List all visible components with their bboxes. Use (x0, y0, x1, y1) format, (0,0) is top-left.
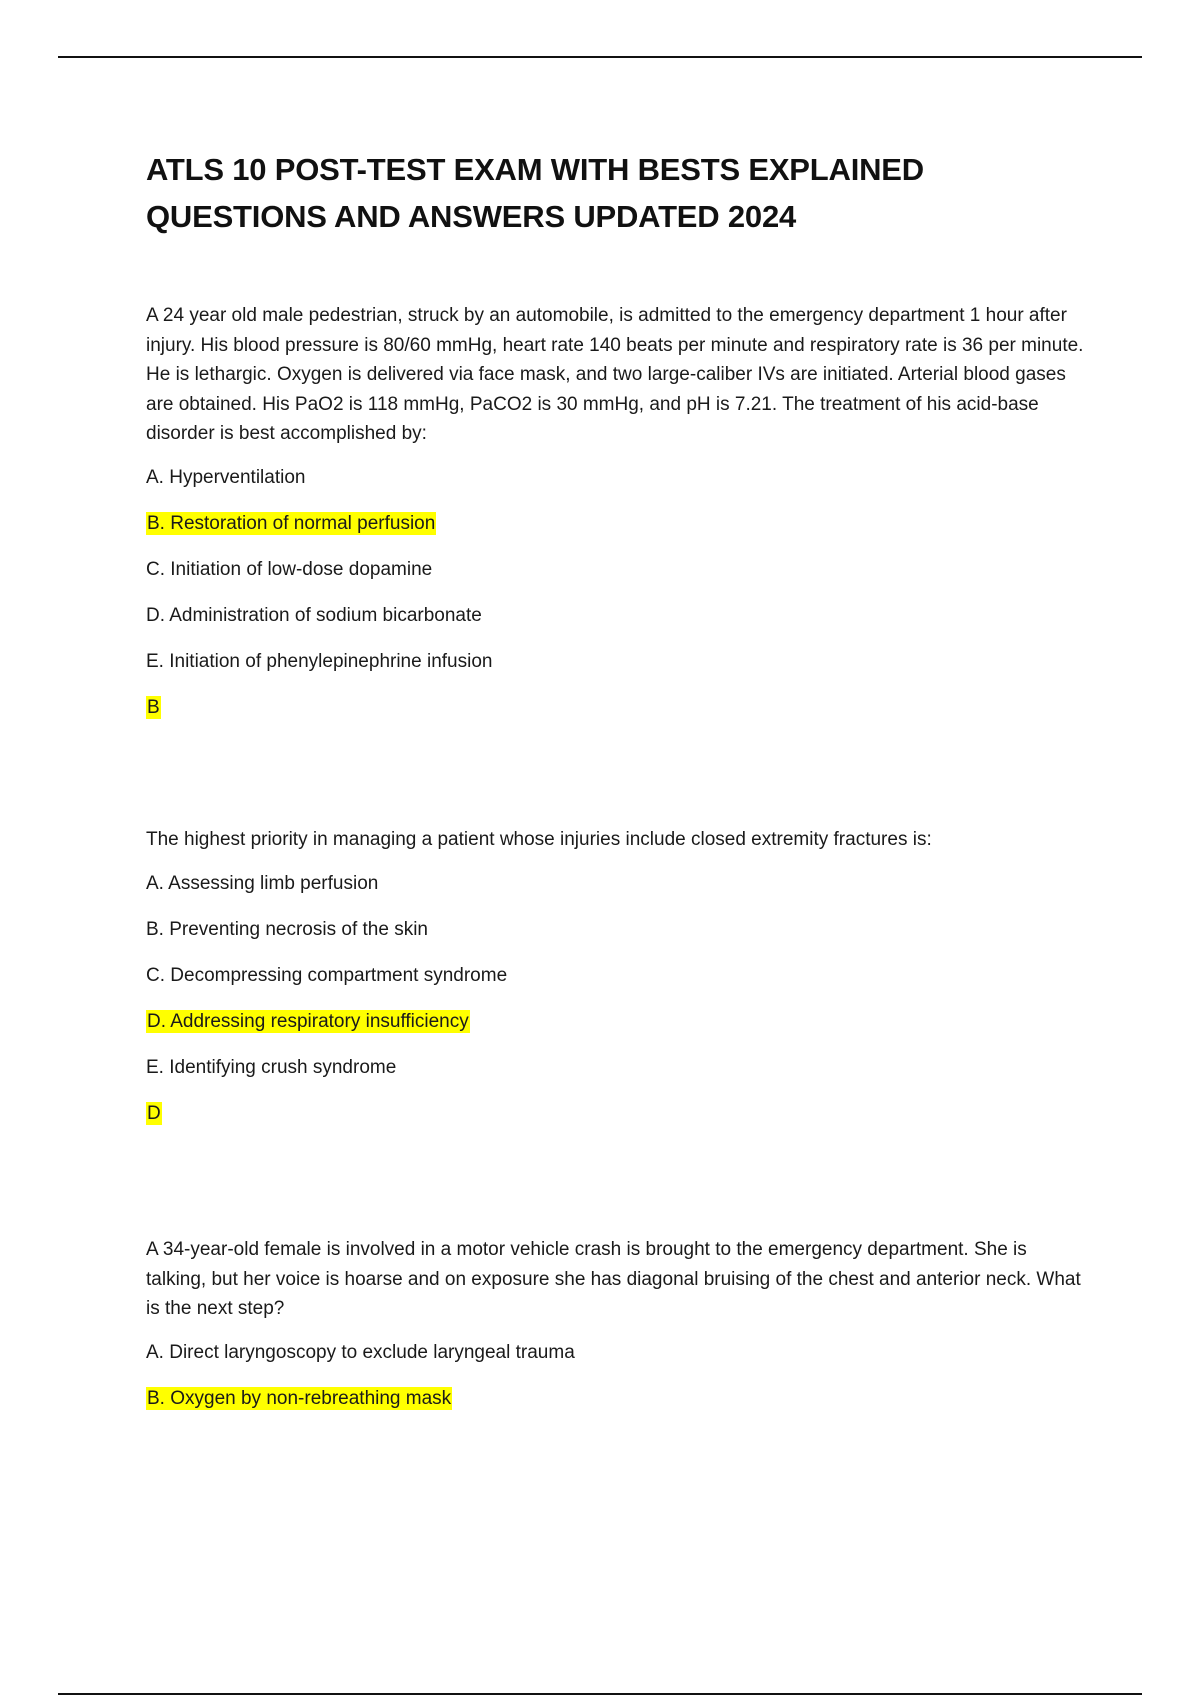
option-text: A. Assessing limb perfusion (146, 872, 379, 894)
question-block (146, 1235, 1086, 1430)
highlighted-option-text: B. Restoration of normal perfusion (147, 512, 436, 534)
option-text: B. Preventing necrosis of the skin (146, 918, 428, 940)
highlighted-option-text: B. Oxygen by non-rebreathing mask (147, 1387, 452, 1409)
footer-rule (58, 1693, 1142, 1695)
answer-options (146, 869, 1086, 1082)
answer-option (146, 555, 1086, 584)
answer-option-correct (146, 1007, 1086, 1036)
answer-options (146, 463, 1086, 676)
header-rule (58, 56, 1142, 58)
option-text: C. Initiation of low-dose dopamine (146, 558, 433, 580)
answer-key (146, 1099, 1086, 1128)
option-text: C. Decompressing compartment syndrome (146, 964, 508, 986)
option-text: E. Identifying crush syndrome (146, 1056, 397, 1078)
answer-letter: B (147, 696, 160, 718)
answer-option (146, 601, 1086, 630)
highlighted-option-text: D. Addressing respiratory insufficiency (147, 1010, 469, 1032)
question-stem: A 34-year-old female is involved in a motor vehicle crash is brought to the emergency department. She is talking, but her voice is hoarse and on exposure she has diagonal bruising of the chest and anterior neck. What is the next step? (146, 1239, 1081, 1319)
document-title: ATLS 10 POST-TEST EXAM WITH BESTS EXPLAINED QUESTIONS AND ANSWERS UPDATED 2024 (146, 152, 924, 234)
answer-option (146, 869, 1086, 898)
option-text: A. Hyperventilation (146, 466, 306, 488)
answer-option (146, 463, 1086, 492)
option-text: E. Initiation of phenylepinephrine infusion (146, 650, 493, 672)
question-stem: A 24 year old male pedestrian, struck by an automobile, is admitted to the emergency department 1 hour after injury. His blood pressure is 80/60 mmHg, heart rate 140 beats per minute and respiratory rate is 36 per minute. He is lethargic. Oxygen is delivered via face mask, and two large-caliber IVs are initiated. Arterial blood gases are obtained. His PaO2 is 118 mmHg, PaCO2 is 30 mmHg, and pH is 7.21. The treatment of his acid-base disorder is best accomplished by: (146, 305, 1084, 444)
answer-option (146, 915, 1086, 944)
answer-option (146, 1338, 1086, 1367)
answer-option (146, 961, 1086, 990)
answer-options (146, 1338, 1086, 1413)
option-text: A. Direct laryngoscopy to exclude laryngeal trauma (146, 1341, 575, 1363)
answer-option (146, 647, 1086, 676)
answer-option-correct (146, 509, 1086, 538)
answer-key (146, 693, 1086, 722)
question-block (146, 301, 1086, 722)
question-stem: The highest priority in managing a patient whose injuries include closed extremity fractures is: (146, 829, 932, 850)
answer-option-correct (146, 1384, 1086, 1413)
option-text: D. Administration of sodium bicarbonate (146, 604, 482, 626)
answer-option (146, 1053, 1086, 1082)
answer-letter: D (147, 1102, 161, 1124)
question-block (146, 825, 1086, 1128)
